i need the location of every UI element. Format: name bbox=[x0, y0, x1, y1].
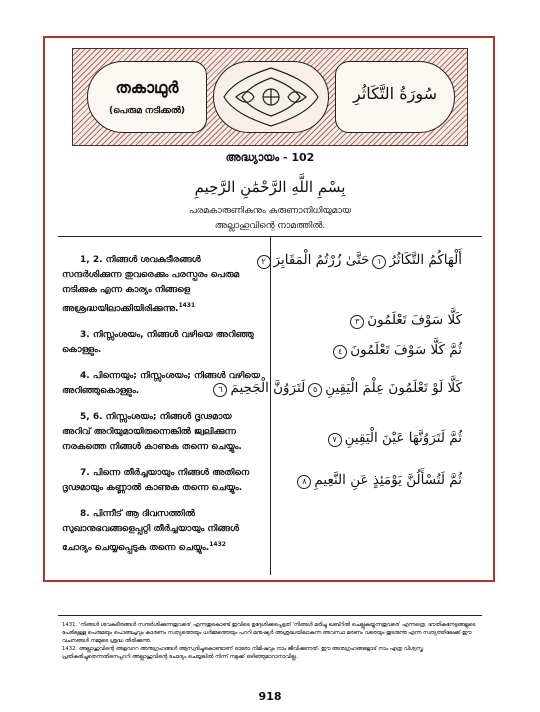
chapter-label: അദ്ധ്യായം - 102 bbox=[225, 151, 315, 164]
verse-line: كَلَّا سَوْفَ تَعْلَمُونَ٣ bbox=[347, 312, 462, 329]
translation-paragraph: 1, 2. നിങ്ങൾ ശവകുടീരങ്ങൾ സന്ദർശിക്കുന്ന തുവരെക്കും പരസ്പരം പെരുമ നടിക്കുക എന്ന കാര്യം നിങ്ങളെ അശ്രദ്ധയിലാക്കിയിരിക്കുന്നു.$^{1431}$ bbox=[62, 255, 240, 314]
basmala-arabic: بِسْمِ اللَّهِ الرَّحْمَٰنِ الرَّحِيمِ bbox=[194, 178, 346, 196]
surah-subtitle-malayalam: (പെരുമ നടിക്കൽ) bbox=[109, 106, 185, 116]
surah-header-banner bbox=[72, 48, 468, 146]
basmala-line: അല്ലാഹുവിന്റെ നാമത്തിൽ. bbox=[214, 221, 326, 231]
translation-paragraph: 4. പിന്നെയും; നിസ്സംശയം; നിങ്ങൾ വഴിയെ അറിഞ്ഞുകൊള്ളും. bbox=[62, 371, 260, 396]
ornament-medallion bbox=[213, 61, 329, 133]
basmala-translation bbox=[0, 204, 540, 234]
malayalam-title-cartouche bbox=[87, 61, 207, 133]
verse-line: ثُمَّ لَتَرَوُنَّهَا عَيْنَ الْيَقِينِ٧ bbox=[325, 430, 462, 447]
page-number: 918 bbox=[258, 690, 282, 703]
footnote: 1431. 'നിങ്ങൾ ശവകുടീരങ്ങൾ സന്ദർശിക്കുന്നതുവരെ' എന്നതുകൊണ്ട് ഇവിടെ ഉദ്ദേശിക്കപ്പെട്ടത് 'നിങ്ങൾ മരിച്ചു ഖബ്റിൽ ചെല്ലുകയ്യുന്നതുവരെ' എന്നത്രെ. ഭൗതികനേട്ടങ്ങളുടെ പേരിലുള്ള പെരുമയും പൊങ്ങച്ചവും കാരണം സത്യത്തെയും ധർമ്മത്തെയും പററി മനുഷ്യർ അശ്രദ്ധയിലാകുന്ന അവസ്ഥ മരണം വരെയും തുടരുന്നു എന്ന സത്യത്തിലേക്ക് ഈ വചനങ്ങൾ നമ്മുടെ ശ്രദ്ധ തിരിക്കുന്നു. bbox=[62, 622, 476, 644]
arabic-title-cartouche bbox=[335, 61, 455, 133]
verse-line: ثُمَّ لَتُسْأَلُنَّ يَوْمَئِذٍ عَنِ النَّعِيمِ٨ bbox=[294, 472, 462, 489]
footnote: 1432. അല്ലാഹുവിന്റെ അളവററ അനുഗ്രഹങ്ങൾ ആസ്വദിച്ചുകൊണ്ടാണ് ഓരോ നിമിഷവും നാം ജീവിക്കുന്നത്. ഈ അനുഗ്രഹങ്ങളോട് നാം എത്ര വിശ്വസ്ത പ്രതികരിച്ചുതെന്നതിനെപ്പററി അല്ലാഹുവിന്റെ ചോദ്യം ചെയ്യലിൽ നിന്ന് നമുക്ക് ഒഴിഞ്ഞുമാറാനാവില്ല. bbox=[62, 646, 424, 660]
verse-number-icon: ١ bbox=[372, 255, 386, 269]
verse-number-icon: ٣ bbox=[350, 315, 364, 329]
column-divider bbox=[270, 237, 271, 575]
verse-number-icon: ٦ bbox=[213, 383, 227, 397]
surah-title-arabic: سُورَةُ التَّكَاثُرِ bbox=[352, 84, 437, 103]
footnote-ref: 1431 bbox=[178, 302, 196, 309]
verse-number-icon: ٢ bbox=[257, 255, 271, 269]
basmala-line: പരമകാരുണികനും കരുണാനിധിയുമായ bbox=[188, 206, 352, 216]
footnote-ref: 1432 bbox=[209, 541, 226, 548]
translation-paragraph: 5, 6. നിസ്സംശയം; നിങ്ങൾ ദൃഢമായ അറിവ് അറിയുമായിരുന്നെങ്കിൽ ജ്വലിക്കുന്ന നരകത്തെ നിങ്ങൾ കാണുക തന്നെ ചെയ്യും. bbox=[62, 412, 242, 452]
verse-number-icon: ٥ bbox=[308, 383, 322, 397]
arabesque-ornament-icon bbox=[214, 62, 328, 132]
translation-paragraph: 7. പിന്നെ തീർച്ചയായും നിങ്ങൾ അതിനെ ദൃഢമായും കണ്ണാൽ കാണുക തന്നെ ചെയ്യും. bbox=[62, 468, 250, 493]
verse-line: كَلَّا لَوْ تَعْلَمُونَ عِلْمَ الْيَقِينِ٥لَتَرَوُنَّ الْجَحِيمَ٦ bbox=[210, 380, 462, 397]
verse-line: ثُمَّ كَلَّا سَوْفَ تَعْلَمُونَ٤ bbox=[330, 342, 462, 359]
footnotes bbox=[62, 621, 480, 661]
verse-line: أَلْهَاكُمُ التَّكَاثُرُ١حَتَّىٰ زُرْتُمُ الْمَقَابِرَ٢ bbox=[254, 252, 462, 269]
footnote-rule bbox=[58, 615, 482, 616]
verse-number-icon: ٧ bbox=[328, 433, 342, 447]
verse-number-icon: ٤ bbox=[333, 345, 347, 359]
translation-paragraph: 8. പിന്നീട് ആ ദിവസത്തിൽ സുഖാനുഭവങ്ങളെപ്പറ്റി തീർച്ചയായും നിങ്ങൾ ചോദ്യം ചെയ്യപ്പെടുക തന്നെ ചെയ്യും.$^{1432}$ bbox=[62, 509, 239, 553]
translation-paragraph: 3. നിസ്സംശയം, നിങ്ങൾ വഴിയെ അറിഞ്ഞു കൊള്ളും. bbox=[62, 330, 254, 355]
translation-column bbox=[62, 244, 262, 567]
surah-title-malayalam: തകാഥുർ bbox=[115, 78, 179, 97]
verse-number-icon: ٨ bbox=[297, 475, 311, 489]
